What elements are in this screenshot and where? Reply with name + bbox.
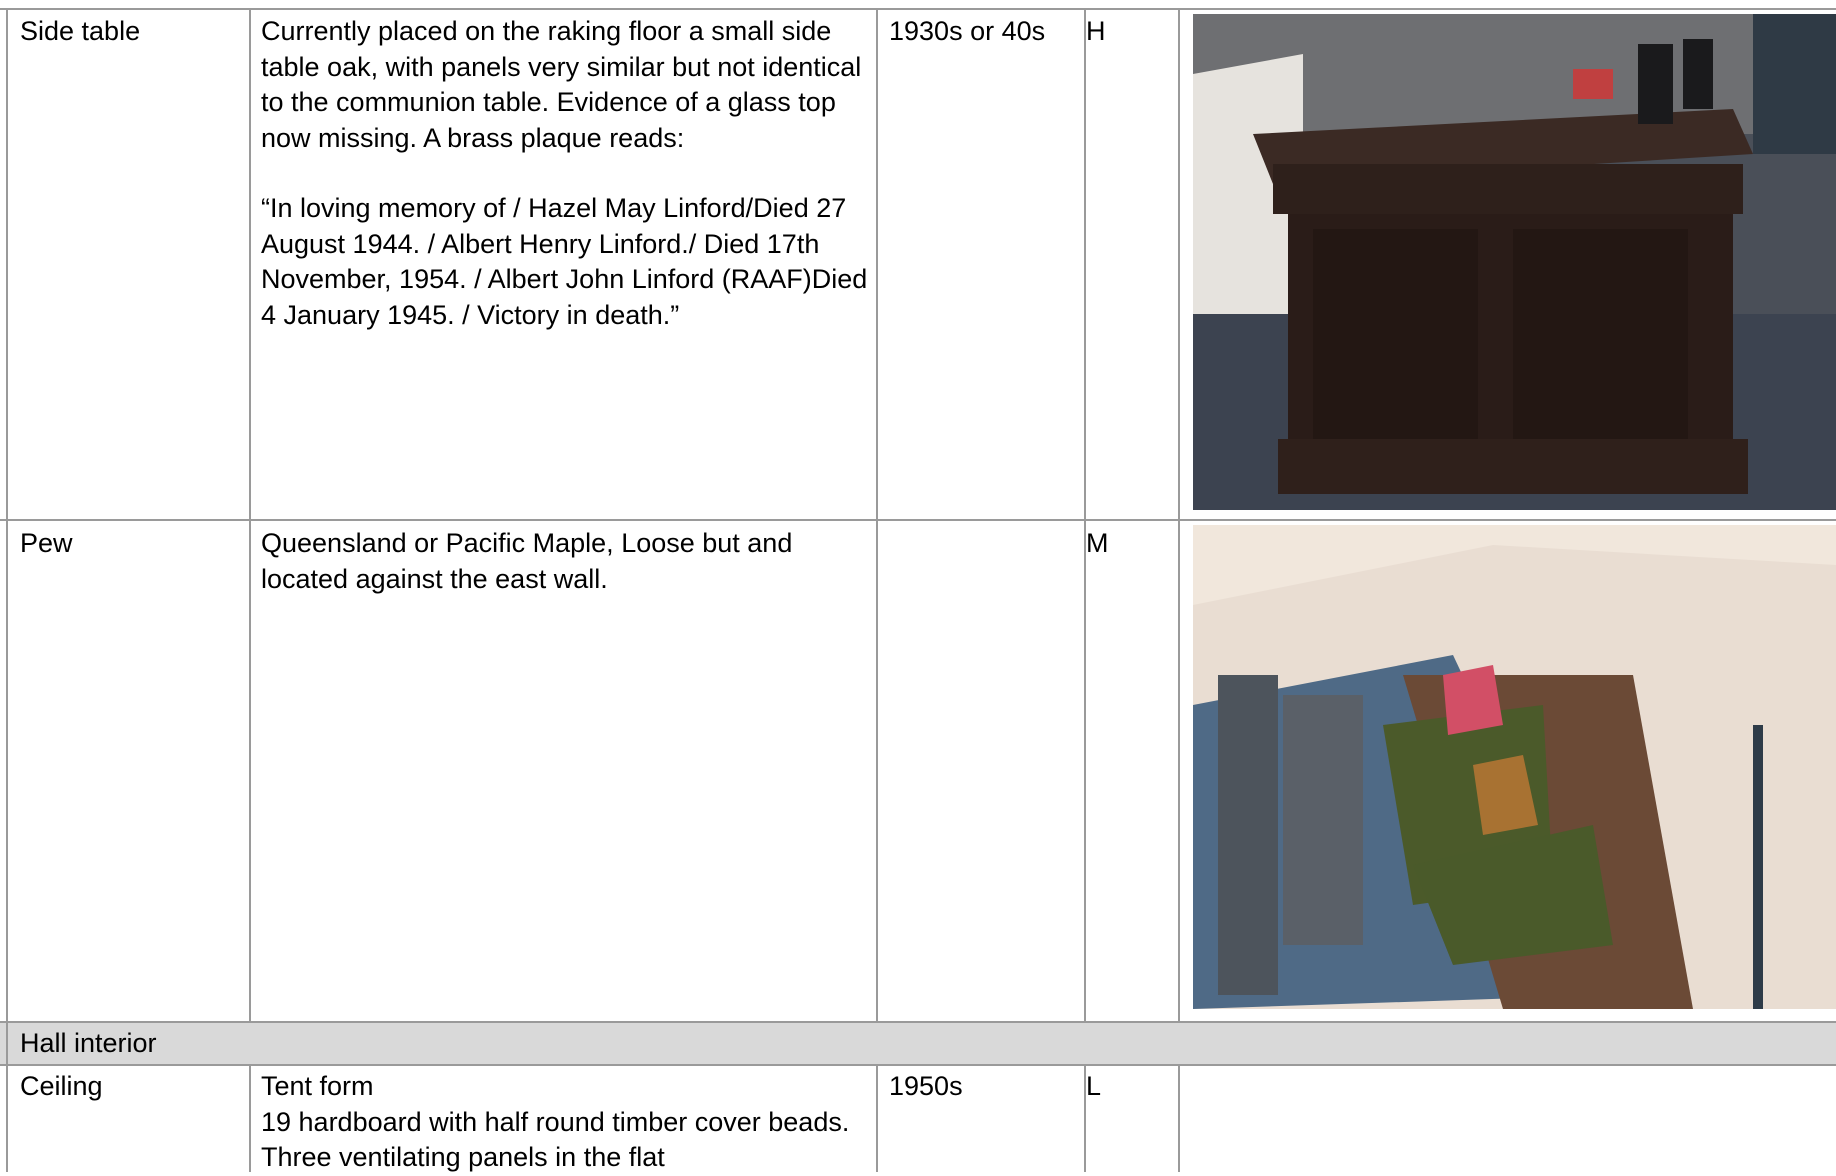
grid-line [876, 8, 878, 1022]
grid-line [1178, 8, 1180, 1022]
row-description-plaque: “In loving memory of / Hazel May Linford/Died 27 August 1944. / Albert Henry Linford./ Died 17th November, 1954. / Albert John Linford (RAAF)Died 4 January 1945. / Victory in death.” [261, 193, 868, 330]
row-description: Tent form 19 hardboard with half round timber cover beads. Three ventilating panels in the flat [261, 1071, 850, 1172]
pew-photo [1193, 525, 1836, 1009]
row-significance: H [1086, 16, 1106, 46]
grid-line [249, 1064, 251, 1172]
grid-line [6, 8, 8, 1172]
row-item-name: Side table [20, 16, 141, 46]
grid-line [249, 8, 251, 1022]
grid-line [1178, 1064, 1180, 1172]
side-table-photo [1193, 14, 1836, 510]
section-heading: Hall interior [20, 1028, 157, 1058]
grid-line [0, 1021, 1836, 1023]
row-significance: L [1086, 1071, 1102, 1101]
row-description: Currently placed on the raking floor a small side table oak, with panels very similar but not identical to the communion table. Evidence of a glass top now missing. A brass plaque reads: [261, 16, 862, 153]
row-item-name: Ceiling [20, 1071, 103, 1101]
grid-line [1084, 8, 1086, 1022]
grid-line [0, 1064, 1836, 1066]
row-significance: M [1086, 528, 1109, 558]
row-description: Queensland or Pacific Maple, Loose but and located against the east wall. [261, 528, 793, 594]
grid-line [0, 8, 1836, 10]
grid-line [0, 519, 1836, 521]
row-item-name: Pew [20, 528, 73, 558]
grid-line [876, 1064, 878, 1172]
row-date: 1950s [889, 1071, 963, 1101]
row-date: 1930s or 40s [889, 16, 1046, 46]
